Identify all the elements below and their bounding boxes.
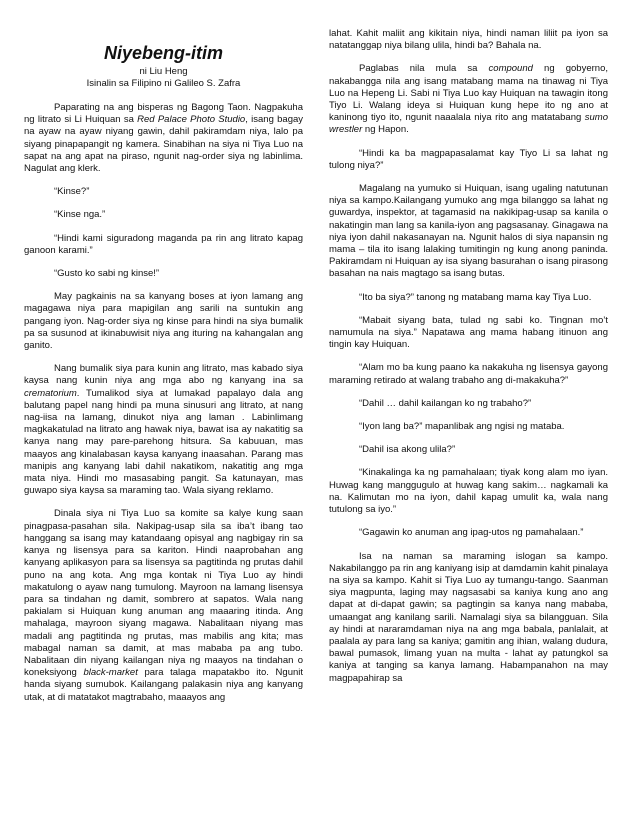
- left-column: [24, 28, 303, 826]
- paragraph: [329, 292, 608, 304]
- italic-term: Red Palace Photo Studio: [137, 114, 246, 126]
- paragraph: [329, 148, 608, 172]
- paragraph: [24, 363, 303, 497]
- paragraph: [329, 551, 608, 685]
- paragraph-text: “Mabait siyang bata, tulad ng sabi ko. Tingnan mo’t namumula na siya.” Napatawa ang mama habang itinuon ang tingin kay Huiquan.: [329, 314, 608, 351]
- paragraph-text: “Dahil … dahil kailangan ko ng trabaho?”: [359, 397, 532, 409]
- paragraph-text: para talaga mapatakbo ito. Ngunit handa siyang sumubok. Kailangang palakasin niya ang kanyang utak, at di matatakot magtrabaho, maaayos ang: [24, 667, 303, 703]
- paragraph: [329, 63, 608, 136]
- paragraph: [24, 291, 303, 352]
- paragraph-text: ng Hapon.: [362, 124, 409, 136]
- paragraph-text: “Hindi kami siguradong maganda pa rin ang litrato kapag ganoon karami.”: [24, 232, 303, 256]
- paragraph-text: ng gobyerno, nakabangga nila ang isang matabang mama na tinawag ni Tiya Luo na Hepeng Li. Sabi ni Tiya Luo kay Huiquan na tawagin itong Tiyo Li. Walang ideya si Huiquan kung hepe ito ng ano at kaninong tiyo ito, ngunit naaalala niya rito ang matatabang: [329, 63, 608, 124]
- paragraph: [329, 183, 608, 281]
- italic-term: compound: [488, 63, 533, 75]
- italic-term: crematorium: [24, 387, 77, 399]
- paragraph: [24, 186, 303, 198]
- author-line: ni Liu Heng: [139, 66, 188, 77]
- paragraph-text: “Iyon lang ba?” mapanlibak ang ngisi ng mataba.: [359, 421, 565, 433]
- paragraph: [329, 362, 608, 386]
- paragraph-text: , isang bagay na ayaw na ayaw niyang gawin, dahil pakiramdam niya, lalo pa siyang pinapapangit ng kamera. Sinabihan na siya ni Tiya Luo na sapat na ang apat na piraso, ngunit nag-order siya ng labinlima. Nagulat ang klerk.: [24, 114, 303, 175]
- paragraph: [329, 398, 608, 410]
- story-title: Niyebeng-itim: [103, 43, 223, 63]
- paragraph: [24, 102, 303, 175]
- paragraph: [24, 268, 303, 280]
- paragraph-text: “Dahil isa akong ulila?”: [359, 444, 456, 456]
- paragraph: [24, 209, 303, 221]
- paragraph-text: Isa na naman sa maraming islogan sa kampo. Nakabilanggo pa rin ang kaniyang isip at damdamin kahit pinalaya na siya sa kampo. Kahit si Tiya Luo ay tumangu-tango. Saanman siya magpunta, laging may nagsasabi sa kaniya kung ano ang dapat at di-dapat gawin; sa pagtingin sa kanya nang mababa, umaangat ang kanilang sarili. Namalagi siya sa bilangguan. Sila ay hindi at nararamdaman niya na ang mga babala, panlalait, at paalala ay para lang sa kaniya; gamitin ang ihian, walang dudura, bawal pumasok, limang yuan na multa - lahat ay patungkol sa kaniya at tanging sa kanya lamang. Habampanahon na may magpapahirap sa: [329, 550, 608, 684]
- paragraph-text: “Gagawin ko anuman ang ipag-utos ng pamahalaan.”: [359, 527, 584, 539]
- paragraph-text: Paglabas nila mula sa: [359, 63, 489, 75]
- paragraph: [329, 444, 608, 456]
- paragraph-text: May pagkainis na sa kanyang boses at iyon lamang ang magagawa niya para mapigilan ang sarili na suntukin ang pangang iyon. Nag-order siya ng kinse para hindi na siya bumalik pa sa susunod at ikinabuwisit niya ang ituring na kahangalan ang ganito.: [24, 291, 303, 352]
- paragraph-text: “Alam mo ba kung paano ka nakakuha ng lisensya gayong maraming retirado at walang trabaho ang di-makakuha?”: [329, 362, 608, 386]
- paragraph: [329, 467, 608, 516]
- paragraph-text: “Kinse nga.”: [54, 209, 106, 221]
- right-column: [329, 28, 608, 826]
- paragraph-text: Paparating na ang bisperas ng Bagong Taon. Nagpakuha ng litrato si Li Huiquan sa: [24, 102, 303, 126]
- paragraph-text: lahat. Kahit maliit ang kikitain niya, hindi naman liliit pa iyon sa natatanggap niya bilang ulila, hindi ba? Bahala na.: [329, 28, 608, 52]
- paragraph-text: . Tumalikod siya at lumakad papalayo dala ang balutang papel nang hindi pa muna sinusuri ang litrato, at nang nag-iisa na lamang, dinukot niya ang laman . Labinlimang magkakatulad na litrato ang hawak niya, bawat isa ay nakatitig sa kanya nang may pare-parehong hitsura. Sa kabuuan, mas maayos ang kinalabasan kaysa kanyang inaasahan. Parang mas manipis ang kanyang labi dahil nakatikom, nakatitig ang mga mata niya. Hindi mo masasabing pangit. Sa katunayan, mas guwapo siya kaysa sa maraming tao. Wala siyang reklamo.: [24, 387, 303, 497]
- translator-line: Isinalin sa Filipino ni Galileo S. Zafra: [86, 78, 241, 89]
- paragraph: [329, 421, 608, 433]
- paragraph-text: Magalang na yumuko si Huiquan, isang ugaling natutunan niya sa kampo.Kailangang yumuko ang mga bilanggo sa lahat ng guwardya, inspektor, at tagamasid na nakikipag-usap sa kanila o nakatingin man lang sa kanila-iyon ang pagsasanay. Ginagawa na niya iyon dahil nakasanayan na. Ngunit halos di siya napansin ng mama – tila ito isang lalaking tumitingin ng kung anong paninda. Pakiramdam ni Huiquan ay isa siyang basurahan o isang pirasong basahan na nais magtago sa isang butas.: [329, 183, 608, 280]
- paragraph-text: “Gusto ko sabi ng kinse!”: [54, 268, 160, 280]
- italic-term: black-market: [83, 667, 138, 679]
- paragraph: [329, 28, 608, 52]
- paragraph: [329, 527, 608, 539]
- paragraph-text: “Ito ba siya?” tanong ng matabang mama kay Tiya Luo.: [359, 291, 592, 303]
- paragraph: [24, 233, 303, 257]
- paragraph-text: “Kinse?”: [54, 186, 90, 198]
- italic-term: sumo wrestler: [329, 112, 608, 136]
- paragraph-text: “Hindi ka ba magpapasalamat kay Tiyo Li sa lahat ng tulong niya?”: [329, 147, 608, 171]
- paragraph: [24, 508, 303, 703]
- paragraph-text: Dinala siya ni Tiya Luo sa komite sa kalye kung saan pinagpasa-pasahan sila. Nakipag-usap sila sa iba’t ibang tao hanggang sa isang may katandaang opisyal ang nagbigay rin sa kanya ng lisensya para sa kariton. Hindi naaprobahan ang kanyang aplikasyon para sa lisensya sa pagtitinda ng prutas dahil puno na ang kota. Ang mga kontak ni Tiya Luo ay hindi makatulong o ayaw nang tumulong. Mayroon na lamang lisensya para sa tindahan ng damit, sombrero at sapatos. Wala nang pakialam si Huiquan kung anuman ang maaaring itinda. Ang mahalaga, mayroon siyang magawa. Nabalitaan niyang mas madali ang pagtitinda ng prutas, mas mabilis ang kita; mas mabagal naman sa damit, at mas mababa pa ang tubo. Nabalitaan din niyang kailangan niya ng maayos na tindahan o koneksiyong: [24, 508, 303, 679]
- paragraph: [329, 315, 608, 352]
- paragraph-text: “Kinakalinga ka ng pamahalaan; tiyak kong alam mo iyan. Huwag kang manggugulo at huwag kang sakim… nagkamali ka na. Kalimutan mo na iyon, dahil kapag umulit ka, wala nang tutulong sa iyo.”: [329, 467, 608, 516]
- paragraph-text: Nang bumalik siya para kunin ang litrato, mas kabado siya kaysa nang kunin niya ang mga abo ng kanyang ina sa: [24, 363, 303, 387]
